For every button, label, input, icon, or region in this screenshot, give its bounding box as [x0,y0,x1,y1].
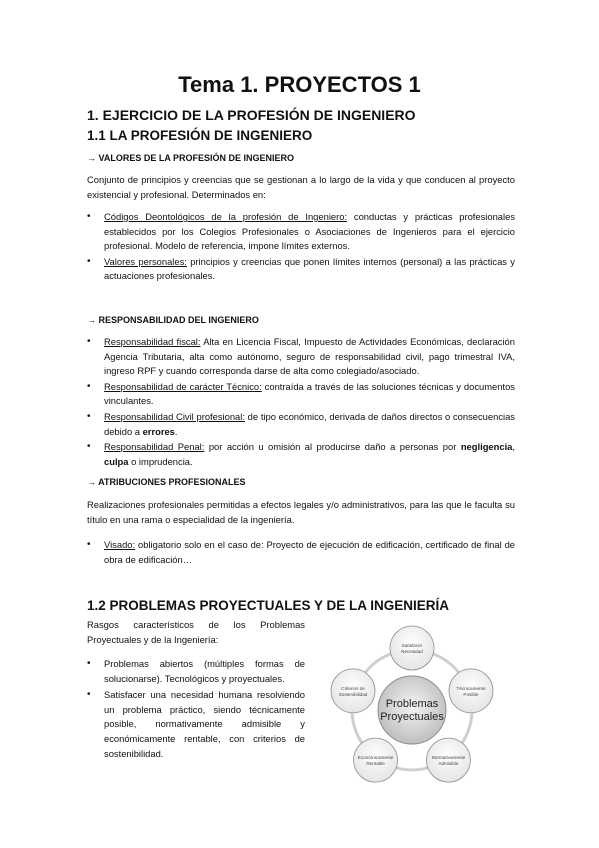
bullet-icon: • [87,689,91,701]
item-term: Responsabilidad de carácter Técnico: [104,380,262,392]
bullet-icon: • [87,255,91,267]
item-text: Problemas abiertos (múltiples formas de solucionarse). Tecnológicos y proyectuales. [104,658,305,684]
list-item [87,335,515,379]
valores-heading: → VALORES DE LA PROFESIÓN DE INGENIERO [87,153,295,163]
node-label: Sostenibilidad [338,691,368,697]
bullet-icon: • [87,658,91,669]
item-text: de tipo económico, derivada de daños directos o consecuencias debido a [104,410,515,437]
responsabilidad-heading: → RESPONSABILIDAD DEL INGENIERO [87,315,259,325]
node-label: Rentable [366,761,385,767]
center-label: Problemas [385,698,439,710]
node-label: Económicamente [357,755,394,761]
item-bold: culpa [104,455,129,467]
section2-list [87,657,305,763]
diagram-node [354,738,398,782]
item-tail: , [512,441,515,453]
diagram-node [331,669,375,713]
diagram-node [449,669,493,713]
section-heading: 1.2 PROBLEMAS PROYECTUALES Y DE LA INGENIERÍA [87,598,450,613]
section-heading: 1. EJERCICIO DE LA PROFESIÓN DE INGENIERO [87,107,416,123]
item-text: obligatorio solo en el caso de: Proyecto de ejecución de edificación, certificado de final de obra de edificación… [104,539,515,565]
list-item [87,538,515,567]
item-term: Responsabilidad Penal: [104,441,205,453]
bullet-icon: • [87,211,91,222]
node-circle [390,626,434,670]
item-term: Responsabilidad fiscal: [104,336,201,347]
item-term: Códigos Deontológicos de la profesión de Ingeniero: [104,211,348,222]
bullet-icon: • [87,410,91,422]
item-term: Visado: [104,539,136,550]
center-label: Proyectuales [380,711,444,723]
bullet-icon: • [87,539,91,550]
item-text: Alta en Licencia Fiscal, Impuesto de Actividades Económicas, declaración Agencia Tributaria, alta como autónomo, seguro de responsabilidad civil, pago trimestral IVA, ingreso RPF y cuando corresponda darse de alta como colegiado/asociado. [104,336,515,377]
list-item [87,210,515,254]
item-text: por acción u omisión al producirse daño a personas por [204,441,461,453]
diagram-node [390,626,434,670]
node-label: Criterios de [341,685,365,691]
center-node [378,676,446,744]
atribuciones-intro: Realizaciones profesionales permitidas a efectos legales y/o administrativos, para las que le faculta su título en una rama o especialidad de la ingeniería. [87,499,515,525]
bullet-icon: • [87,380,91,392]
valores-list [87,210,515,285]
responsabilidad-list [87,335,515,470]
list-item [87,688,305,761]
item-term: Responsabilidad Civil profesional: [104,410,245,422]
node-label: Normativamente [431,755,466,761]
page-title: Tema 1. PROYECTOS 1 [178,72,421,97]
list-item [87,657,305,686]
item-text: contraída a través de las soluciones técnicas y documentos vinculantes. [104,380,515,407]
problemas-diagram [312,620,512,790]
list-item [87,380,515,409]
item-text: Satisfacer una necesidad humana resolviendo un problema práctico, siendo técnicamente posible, normativamente admisible y económicamente rentable, con criterios de sostenibilidad. [104,689,305,759]
node-label: Satisfacer [401,643,423,648]
node-label: Posible [463,691,479,697]
item-tail: . [174,425,178,437]
list-item [87,410,515,439]
item-tail: o imprudencia. [128,455,193,467]
node-label: Técnicamente [456,685,486,691]
list-item [87,255,515,284]
section2-intro: Rasgos característicos de los Problemas Proyectuales y de la Ingeniería: [87,619,305,645]
atribuciones-list [87,538,515,568]
valores-intro: Conjunto de principios y creencias que se gestionan a lo largo de la vida y que conducen al proyecto existencial y profesional. Determinados en: [87,174,515,200]
node-label: Admisible [438,761,459,767]
diagram-node [426,738,470,782]
item-bold: negligencia [460,441,513,453]
item-text: conductas y prácticas profesionales establecidos por los Colegios Profesionales o Asociaciones de Ingenieros para el ejercicio profesional. Modelo de referencia, impone límites externos. [104,211,516,252]
atribuciones-heading: → ATRIBUCIONES PROFESIONALES [87,477,246,487]
item-term: Valores personales: [104,255,187,267]
bullet-icon: • [87,336,91,347]
node-label: Necesidad [401,649,423,654]
item-text: principios y creencias que ponen límites internos (personal) a las prácticas y actuaciones profesionales. [104,255,515,282]
subsection-heading: 1.1 LA PROFESIÓN DE INGENIERO [87,128,313,143]
list-item [87,440,515,469]
item-bold: errores [142,425,175,437]
bullet-icon: • [87,441,91,453]
